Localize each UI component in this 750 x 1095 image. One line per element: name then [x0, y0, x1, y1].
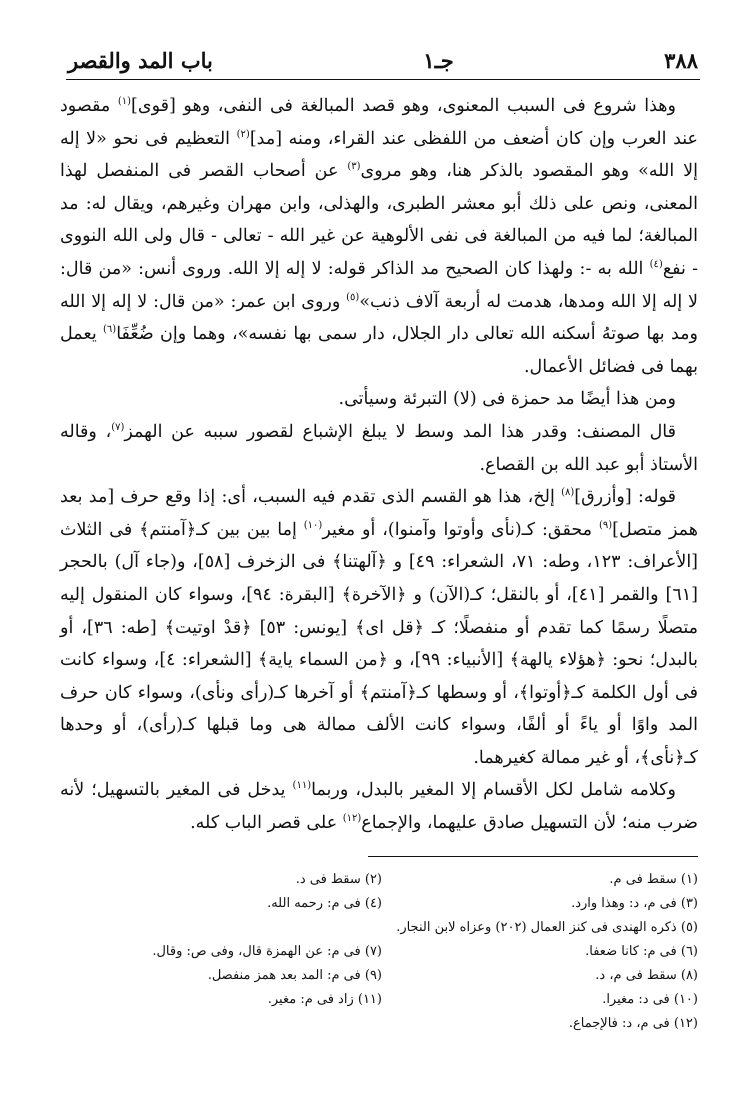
footnote-row [66, 988, 698, 1012]
footnote-2: (٢) سقط فى د. [295, 872, 382, 887]
main-text [60, 90, 698, 840]
footnote-marker: (٨) [561, 487, 575, 499]
footnote-marker: (٣) [347, 161, 361, 173]
page-number: ٣٨٨ [664, 48, 698, 73]
text-run: قال المصنف: وقدر هذا المد وسط لا يبلغ الإشباع لقصور سببه عن الهمز [124, 421, 677, 442]
text-run: يعمل بهما فى فضائل الأعمال. [60, 324, 698, 377]
footnote-marker: (٧) [111, 422, 125, 434]
paragraph [60, 774, 698, 839]
text-run: يدخل فى المغير بالتسهيل؛ لأنه ضرب منه؛ لأن التسهيل صادق عليهما، والإجماع [60, 780, 698, 834]
footnote-marker: (١) [117, 96, 132, 108]
footnote-12: (١٢) فى م، د: فالإجماع. [568, 1016, 698, 1031]
footnote-3: (٣) فى م، د: وهذا وارد. [571, 896, 698, 911]
text-run: الله به -: ولهذا كان الصحيح مد الذاكر قوله: لا إله إلا الله. وروى أنس: «من قال: لا إله إلا الله ومدها، هدمت له أربعة آلاف ذنب» [60, 258, 698, 312]
footnote-11: (١١) زاد فى م: مغير. [267, 992, 382, 1007]
text-run: مقصود عند العرب وإن كان أضعف من اللفظى عند القراء، ومنه [مد] [60, 96, 699, 149]
text-run: التعظيم فى نحو «لا إله إلا الله» وهو المقصود بالذكر هنا، وهو مروى [60, 128, 698, 182]
footnote-marker: (١١) [292, 780, 312, 792]
paragraph [60, 416, 698, 481]
footnote-row [66, 868, 698, 892]
page-header [68, 40, 698, 76]
footnote-marker: (٢) [236, 128, 250, 140]
footnote-4: (٤) فى م: رحمه الله. [267, 896, 382, 911]
footnote-9: (٩) فى م: المد بعد همز منفصل. [207, 968, 382, 983]
chapter-title: باب المد والقصر [68, 48, 213, 73]
footnote-marker: (٩) [598, 519, 613, 531]
text-run: ، وقاله الأستاذ أبو عبد الله بن القصاع. [60, 421, 698, 475]
paragraph [60, 383, 698, 416]
footnote-marker: (١٢) [342, 813, 362, 825]
text-run: وروى ابن عمر: «من قال: لا إله إلا الله ومد بها صوتهُ أسكنه الله تعالى دار الجلال، دار سمى بها نفسه»، وهما وإن ضُعِّفَا [60, 291, 698, 345]
footnote-5: (٥) ذكره الهندى فى كنز العمال (٢٠٢) وعزاه لابن النجار. [396, 920, 698, 935]
footnote-marker: (٤) [649, 259, 663, 271]
text-run: ومن هذا أيضًا مد حمزة فى (لا) التبرئة وسيأتى. [338, 389, 676, 410]
footnote-7: (٧) فى م: عن الهمزة قال، وفى ص: وقال. [152, 944, 382, 959]
text-run: عن أصحاب القصر فى المنفصل لهذا المعنى، ونص على ذلك أبو معشر الطبرى، والهذلى، وابن مهران وغيرهم، ويقال له: مد المبالغة؛ لما فيه من المبالغة فى نفى الألوهية عن غير الله - تعالى - قال ولى الله النووى - نفع [60, 161, 698, 279]
text-run: إلخ، هذا هو القسم الذى تقدم فيه السبب، أى: إذا وقع حرف [مد بعد همز متصل] [60, 487, 698, 540]
text-run: قوله: [وأزرق] [574, 487, 676, 508]
footnote-1: (١) سقط فى م. [609, 872, 698, 887]
text-run: محقق: كـ(نأى وأوتوا وآمنوا)، أو مغير [322, 519, 599, 540]
footnote-row [66, 964, 698, 988]
footnote-6: (٦) فى م: كانا ضعفا. [585, 944, 698, 959]
header-divider [66, 79, 700, 80]
footnote-divider [368, 856, 698, 857]
text-run: إما بين بين كـ﴿آمنتم﴾ فى الثلاث [الأعراف: ١٢٣، وطه: ٧١، الشعراء: ٤٩] و ﴿آلهتنا﴾ فى الزخرف [٥٨]، و(جاء آل) بالحجر [٦١] والقمر [٤١]، أو بالنقل؛ كـ(الآن) و ﴿الآخرة﴾ [البقرة: ٩٤]، وسواء كان المنقول إليه متصلًا رسمًا كما تقدم أو منفصلًا؛ كـ ﴿قل اى﴾ [يونس: ٥٣] ﴿قدْ اوتيت﴾ [طه: ٣٦]، أو بالبدل؛ نحو: ﴿هؤلاء يالهة﴾ [الأنبياء: ٩٩]، و ﴿من السماء ياية﴾ [الشعراء: ٤]، وسواء كانت فى أول الكلمة كـ﴿أوتوا﴾، أو وسطها كـ﴿آمنتم﴾ أو آخرها كـ(رأى ونأى)، وسواء كان حرف المد واوًا أو ياءً أو ألفًا، وسواء كانت الألف ممالة هى وما قبلها كـ(رأى)، أو وحدها كـ﴿نأى﴾، أو غير ممالة كغيرهما. [60, 519, 699, 768]
footnote-marker: (١٠) [303, 519, 323, 531]
text-run: على قصر الباب كله. [190, 813, 343, 834]
footnote-row [66, 892, 698, 916]
text-run: وكلامه شامل لكل الأقسام إلا المغير بالبدل، وربما [311, 780, 676, 801]
paragraph [60, 481, 698, 774]
footnote-10: (١٠) فى د: مغيرا. [602, 992, 698, 1007]
paragraph [60, 90, 698, 383]
footnote-marker: (٥) [346, 291, 360, 303]
volume-label: جـ١ [423, 48, 454, 73]
text-run: وهذا شروع فى السبب المعنوى، وهو قصد المبالغة فى النفى، وهو [قوى] [131, 96, 676, 116]
footnote-8: (٨) سقط فى م، د. [595, 968, 698, 983]
footnotes [66, 868, 698, 1038]
footnote-row [66, 940, 698, 964]
footnote-marker: (٦) [103, 324, 117, 336]
